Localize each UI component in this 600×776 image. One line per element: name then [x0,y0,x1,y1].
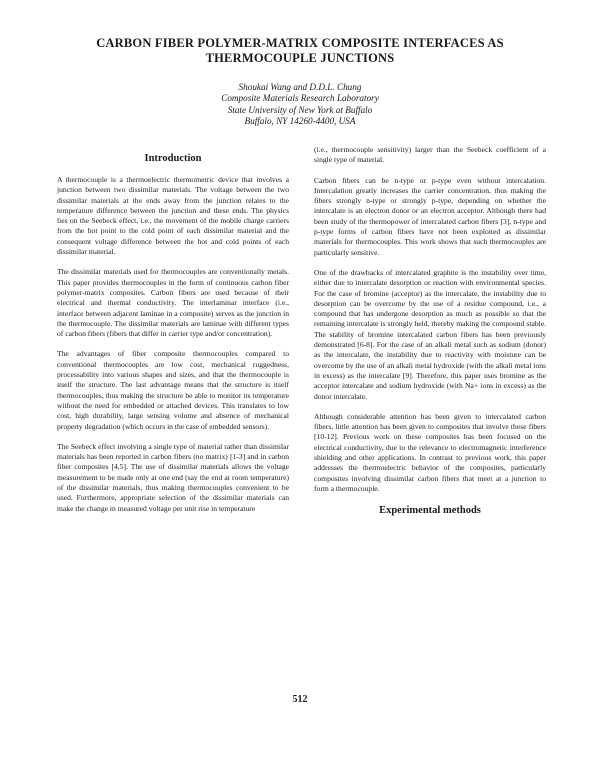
paragraph: The dissimilar materials used for thermocouples are conventionally metals. This paper provides thermocouples in the form of continuous carbon fiber polymer-matrix composites. Carbon fibers are used because of their electrical and thermal conductivity. The interlaminar interface (i.e., interface between adjacent laminae in a composite) serves as the junction in the thermocouple. The dissimilar materials are laminae with different types of carbon fibers (fibers that differ in carrier type and/or concentration). [57,267,289,339]
paragraph: Although considerable attention has been given to intercalated carbon fibers, little attention has been given to composites that involve these fibers [10-12]. Previous work on these composites has been focused on the electrical conductivity, due to the relevance to electromagnetic interference shielding and other applications. In contrast to previous work, this paper addresses the thermoelectric behavior of the composites, particularly composites involving dissimilar carbon fibers that meet at a junction to form a thermocouple. [314,411,546,493]
author-lab: Composite Materials Research Laboratory [221,93,379,104]
title-line-2: THERMOCOUPLE JUNCTIONS [205,51,395,65]
title-line-1: CARBON FIBER POLYMER-MATRIX COMPOSITE INTERFACES AS [96,36,504,50]
left-column [57,146,289,524]
author-address: Buffalo, NY 14260-4400, USA [244,116,356,127]
paper-title [40,36,560,66]
right-column [314,145,546,526]
author-names: Shoukai Wang and D.D.L. Chung [238,82,362,92]
paragraph: One of the drawbacks of intercalated graphite is the instability over time, either due to intercalate desorption or reaction with environmental species. For the case of bromine (acceptor) as the intercalate, the instability due to desorption can be overcome by the use of a residue compound, i.e., a compound that has undergone desorption as much as possible so that the remaining intercalate is strongly held, thereby making the compound stable. The stability of bromine intercalated carbon fibers has been previously demonstrated [6-8]. For the case of an alkali metal such as sodium (donor) as the intercalate, the instability due to reactivity with moisture can be overcome by the use of an alkali metal hydroxide (with the alkali metal ions in excess) as the intercalate [9]. Therefore, this paper uses bromine as the acceptor intercalate and sodium hydroxide (with Na+ ions in excess) as the donor intercalate. [314,267,546,401]
paragraph: The advantages of fiber composite thermocouples compared to conventional thermocouples are low cost, mechanical ruggedness, processability into various shapes and sizes, and that the thermocouple is itself the structure. The last advantage means that the structure is itself thermocouples, thus making the structure be able to monitor its temperature without the need for embedded or attached devices. This translates to low cost, high durability, large sensing volume and absence of mechanical property degradation (which occurs in the case of embedded sensors). [57,349,289,431]
author-block [180,82,420,128]
paragraph: A thermocouple is a thermoelectric thermometric device that involves a junction between two dissimilar materials. The voltage between the two dissimilar materials at the ends away from the junction relates to the temperature difference between the junction and these ends. The physics lies on the Seebeck effect, i.e., the movement of the mobile charge carriers from the hot point to the cold point of each dissimilar material and the consequent voltage difference between the hot and cold points of each dissimilar material. [57,175,289,257]
paragraph: Carbon fibers can be n-type or p-type even without intercalation. Intercalation greatly increases the carrier concentration, thus making the fibers strongly n-type or strongly p-type, depending on whether the intercalate is an electron donor or an electron acceptor. Although there had been study of the thermopower of intercalated carbon fibers [3], n-type and p-type forms of carbon fibers have not been exploited as dissimilar materials for thermocouples. This work shows that such thermocouples are particularly sensitive. [314,175,546,257]
paragraph: The Seebeck effect involving a single type of material rather than dissimilar materials has been reported in carbon fibers (no matrix) [1-3] and in carbon fiber composites [4,5]. The use of dissimilar materials allows the voltage measurement to be made only at one end (say the end at room temperature) of the dissimilar materials, thus making thermocouples convenient to be used. Furthermore, appropriate selection of the dissimilar materials can make the change in measured voltage per unit rise in temperature [57,441,289,513]
section-heading-introduction: Introduction [144,153,202,164]
section-heading-experimental-methods: Experimental methods [379,505,481,517]
page-number: 512 [292,694,308,705]
author-university: State University of New York at Buffalo [227,104,373,115]
paragraph: (i.e., thermocouple sensitivity) larger than the Seebeck coefficient of a single type of material. [314,145,546,165]
